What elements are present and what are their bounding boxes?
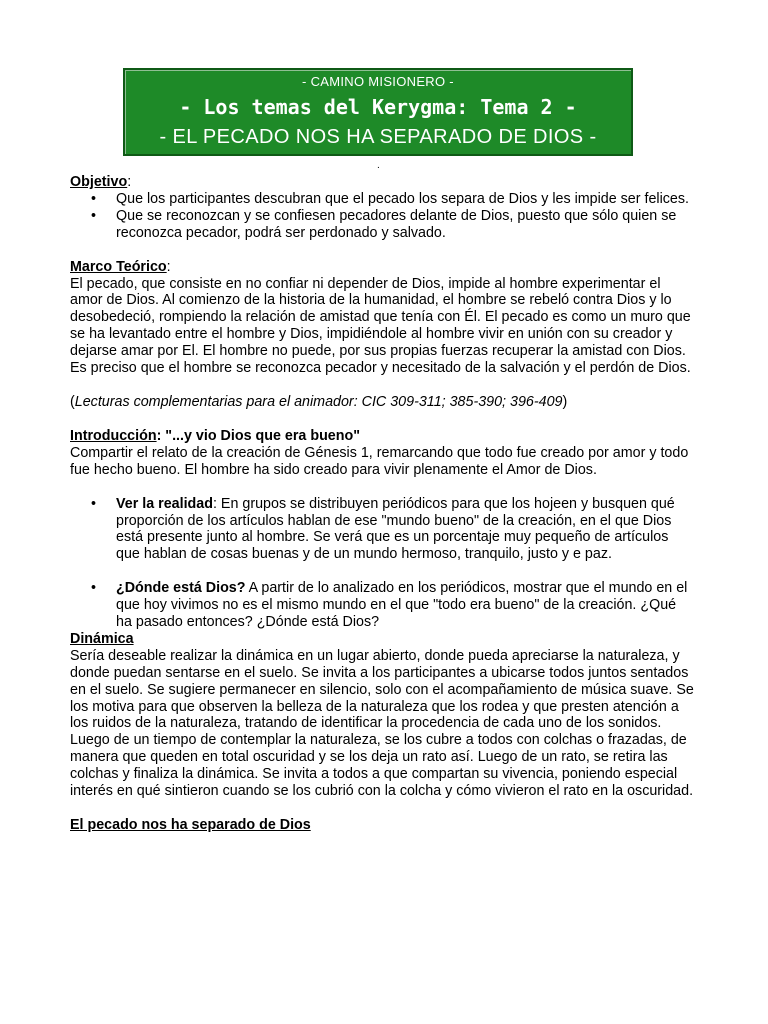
objetivo-label: Objetivo	[70, 174, 128, 190]
item-label: Ver la realidad	[116, 495, 213, 512]
introduccion-list	[70, 496, 695, 564]
introduccion-subtitle: : "...y vio Dios que era bueno"	[156, 427, 361, 444]
objetivo-colon: :	[127, 174, 132, 190]
objetivo-heading	[70, 174, 695, 191]
banner-series: - CAMINO MISIONERO -	[302, 74, 454, 89]
marco-label: Marco Teórico	[70, 258, 167, 275]
lecturas-text: Lecturas complementarias para el animador: CIC 309-311; 385-390; 396-409	[74, 393, 563, 410]
list-item	[70, 580, 695, 631]
marco-text: El pecado, que consiste en no confiar ni depender de Dios, impide al hombre experimentar el amor de Dios. Al comienzo de la historia de la humanidad, el hombre se rebeló contra Dios y lo desobedeció, rompiendo la relación de amistad que tenía con Él. El pecado es como un muro que se ha levantado entre el hombre y Dios, impidiéndole al hombre vivir en unión con su creador y dejarse amar por El. El hombre no puede, por sus propias fuerzas recuperar la amistad con Dios. Es preciso que el hombre se reconozca pecador y necesitado de la salvación y el perdón de Dios.	[70, 275, 691, 377]
banner-title: - EL PECADO NOS HA SEPARADO DE DIOS -	[159, 126, 597, 148]
banner-topic: - Los temas del Kerygma: Tema 2 -	[179, 95, 577, 119]
document-body	[70, 174, 695, 834]
dinamica-heading	[70, 631, 695, 648]
introduccion-label: Introducción	[70, 427, 157, 444]
pecado-label: El pecado nos ha separado de Dios	[70, 817, 311, 833]
separator-dot: .	[377, 160, 380, 171]
lecturas-close: )	[562, 393, 568, 410]
marco-colon: :	[166, 258, 171, 275]
introduccion-heading	[70, 428, 695, 445]
lecturas-note	[70, 394, 695, 411]
introduccion-list-2	[70, 580, 695, 631]
dinamica-text: Sería deseable realizar la dinámica en un lugar abierto, donde pueda apreciarse la naturaleza, y donde puedan sentarse en el suelo. Se invita a los participantes a ubicarse todos juntos sentados en el suelo. Se sugiere permanecer en silencio, solo con el acompañamiento de música suave. Se los motiva para que observen la belleza de la naturaleza que los rodea y que presten atención a los ruidos de la naturaleza, tratando de identificar la procedencia de cada uno de los sonidos. Luego de un tiempo de contemplar la naturaleza, se los cubre a todos con colchas o frazadas, de manera que queden en total oscuridad y se los deja un rato así. Luego de un rato, se retira las colchas y finaliza la dinámica. Se invita a todos a que compartan su vivencia, poniendo especial interés en qué sintieron cuando se los cubrió con la colcha y cómo vivieron el rato en la oscuridad.	[70, 647, 694, 800]
title-banner	[123, 68, 633, 156]
marco-heading	[70, 259, 695, 276]
list-item	[70, 496, 695, 564]
introduccion-text: Compartir el relato de la creación de Génesis 1, remarcando que todo fue creado por amor y todo fue hecho bueno. El hombre ha sido creado para vivir plenamente el Amor de Dios.	[70, 444, 689, 478]
list-item: • Que los participantes descubran que el pecado los separa de Dios y les impide ser felices.	[70, 191, 695, 208]
item-label: ¿Dónde está Dios?	[116, 580, 246, 597]
pecado-heading	[70, 817, 695, 834]
dinamica-label: Dinámica	[70, 630, 134, 647]
item-text: : En grupos se distribuyen periódicos para que los hojeen y busquen qué proporción de los artículos hablan de ese "mundo bueno" de la creación, en el que Dios está presente junto al hombre. Se verá que es un porcentaje muy pequeño de artículos que hablan de cosas buenas y de un mundo hermoso, tranquilo, justo y e paz.	[116, 495, 675, 563]
objetivo-list	[70, 191, 695, 242]
lecturas-open: (	[70, 393, 75, 410]
item-text: A partir de lo analizado en los periódicos, mostrar que el mundo en el que hoy vivimos no es el mismo mundo en el que "todo era bueno" de la creación. ¿Qué ha pasado entonces? ¿Dónde está Dios?	[116, 580, 688, 631]
list-item: • Que se reconozcan y se confiesen pecadores delante de Dios, puesto que sólo quien se reconozca pecador, podrá ser perdonado y salvado.	[70, 208, 695, 242]
